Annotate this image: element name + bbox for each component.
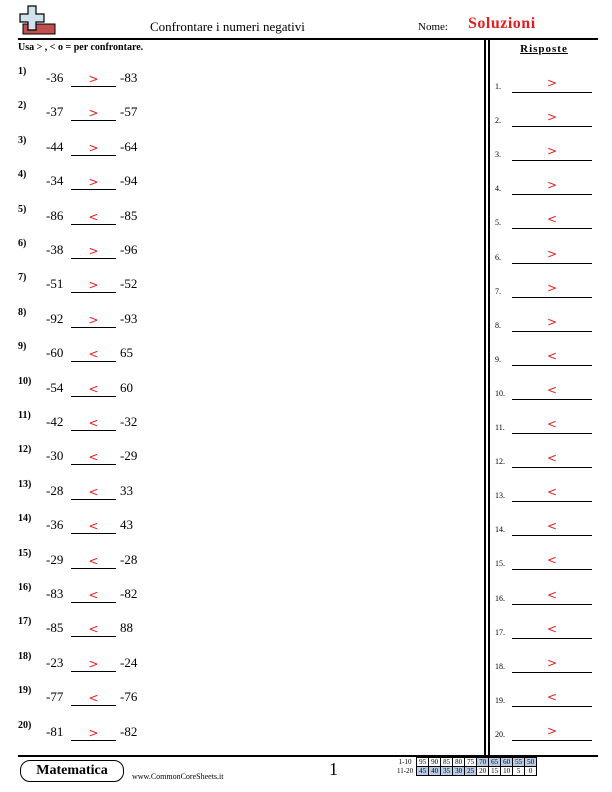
score-cell: 75 — [465, 758, 477, 767]
answer-number: 7. — [495, 286, 501, 296]
answer-number: 20. — [495, 729, 505, 739]
right-value: -29 — [120, 448, 138, 464]
question-number: 10) — [18, 375, 32, 387]
score-cell: 85 — [441, 758, 453, 767]
answer-line[interactable]: > — [512, 656, 592, 673]
question-number: 6) — [18, 238, 27, 249]
answer-line[interactable]: < — [512, 519, 592, 536]
left-value: -30 — [46, 448, 64, 464]
right-value: -52 — [120, 276, 138, 292]
question-number: 8) — [18, 306, 27, 318]
answer-blank[interactable]: < — [71, 210, 116, 225]
answer-number: 18. — [495, 661, 505, 671]
left-value: -92 — [46, 310, 64, 326]
score-cell: 15 — [489, 767, 501, 776]
answer-blank[interactable]: < — [71, 588, 116, 603]
answer-blank[interactable]: > — [71, 726, 116, 741]
question-number: 20) — [18, 719, 32, 731]
question-number: 11) — [18, 410, 31, 421]
brand-badge: Matematica — [20, 760, 124, 782]
score-row-label: 1-10 — [398, 758, 412, 766]
question-number: 13) — [18, 478, 32, 490]
answer-blank[interactable]: > — [71, 141, 116, 156]
answer-blank[interactable]: < — [71, 519, 116, 534]
answer-number: 8. — [495, 320, 501, 330]
left-value: -28 — [46, 482, 64, 498]
right-value: -96 — [120, 242, 138, 257]
left-value: -54 — [46, 379, 64, 395]
answer-blank[interactable]: < — [71, 622, 116, 637]
right-value: -94 — [120, 173, 138, 189]
answer-number: 12. — [495, 457, 505, 467]
left-value: -83 — [46, 586, 64, 601]
left-value: -44 — [46, 138, 64, 154]
answer-blank[interactable]: > — [71, 278, 116, 293]
right-value: 33 — [120, 482, 133, 498]
answers-title: Risposte — [520, 43, 568, 55]
left-value: -29 — [46, 551, 64, 567]
score-cell: 20 — [477, 767, 489, 776]
score-cell: 80 — [453, 758, 465, 767]
answer-blank[interactable]: < — [71, 382, 116, 397]
answer-blank[interactable]: < — [71, 485, 116, 500]
right-value: -24 — [120, 654, 138, 670]
answer-blank[interactable]: < — [71, 554, 116, 569]
answer-line[interactable]: > — [512, 247, 592, 264]
answer-blank[interactable]: > — [71, 175, 116, 190]
question-number: 14) — [18, 513, 32, 525]
answer-line[interactable]: < — [512, 690, 592, 707]
question-number: 19) — [18, 685, 32, 697]
score-cell: 90 — [429, 758, 441, 767]
answer-number: 17. — [495, 627, 505, 637]
name-value: Soluzioni — [468, 15, 536, 32]
answer-line[interactable]: < — [512, 553, 592, 570]
left-value: -51 — [46, 276, 64, 292]
answer-line[interactable]: > — [512, 178, 592, 195]
answer-number: 2. — [495, 116, 501, 126]
left-value: -81 — [46, 723, 64, 739]
right-value: 60 — [120, 379, 133, 395]
header-divider — [18, 38, 598, 40]
left-value: -34 — [46, 173, 64, 189]
answer-line[interactable]: < — [512, 383, 592, 400]
page-title: Confrontare i numeri negativi — [150, 19, 305, 34]
right-value: -82 — [120, 586, 138, 601]
question-number: 1) — [18, 66, 27, 77]
right-value: -57 — [120, 104, 138, 120]
left-value: -36 — [46, 70, 64, 85]
score-cell: 95 — [417, 758, 429, 767]
answer-blank[interactable]: > — [71, 657, 116, 672]
right-value: -93 — [120, 310, 138, 326]
answer-line[interactable]: > — [512, 724, 592, 741]
right-value: -76 — [120, 689, 138, 705]
answer-number: 11. — [495, 423, 505, 432]
answer-number: 5. — [495, 218, 501, 228]
left-value: -85 — [46, 620, 64, 636]
right-value: -64 — [120, 138, 138, 154]
right-value: 43 — [120, 517, 133, 533]
answer-number: 9. — [495, 354, 501, 364]
score-cell: 0 — [525, 767, 537, 776]
question-number: 17) — [18, 616, 32, 628]
left-value: -42 — [46, 414, 64, 429]
right-value: 65 — [120, 345, 133, 361]
score-cell: 50 — [525, 758, 537, 767]
score-cell: 55 — [513, 758, 525, 767]
answer-number: 16. — [495, 593, 505, 603]
score-cell: 40 — [429, 767, 441, 776]
left-value: -23 — [46, 654, 64, 670]
answer-number: 14. — [495, 525, 505, 535]
score-cell: 25 — [465, 767, 477, 776]
answer-number: 1. — [495, 82, 501, 91]
right-value: -83 — [120, 70, 138, 85]
answer-line[interactable]: < — [512, 451, 592, 468]
right-value: -85 — [120, 207, 138, 223]
answer-number: 4. — [495, 184, 501, 194]
answer-line[interactable]: > — [512, 315, 592, 332]
page-number: 1 — [329, 759, 338, 779]
answer-line[interactable]: < — [512, 417, 592, 434]
left-value: -77 — [46, 689, 64, 705]
answer-blank[interactable]: < — [71, 691, 116, 706]
score-row — [397, 758, 537, 767]
answer-line[interactable]: < — [512, 212, 592, 229]
right-value: 88 — [120, 620, 133, 636]
score-cell: 60 — [501, 758, 513, 767]
answer-number: 10. — [495, 388, 505, 398]
website-link: www.CommonCoreSheets.it — [132, 772, 224, 781]
answer-line[interactable]: < — [512, 588, 592, 605]
question-number: 2) — [18, 100, 27, 112]
answer-blank[interactable]: > — [71, 313, 116, 328]
left-value: -86 — [46, 207, 64, 223]
name-label: Nome: — [418, 21, 448, 33]
question-number: 4) — [18, 169, 27, 181]
question-number: 3) — [18, 134, 27, 146]
score-table — [397, 757, 537, 776]
answer-number: 19. — [495, 695, 505, 705]
column-divider-left — [484, 38, 486, 756]
left-value: -38 — [46, 242, 64, 257]
answer-number: 6. — [495, 252, 501, 262]
answer-line[interactable]: > — [512, 281, 592, 298]
score-cell: 30 — [453, 767, 465, 776]
answer-line[interactable]: > — [512, 76, 592, 93]
left-value: -60 — [46, 345, 64, 361]
answer-line[interactable]: < — [512, 485, 592, 502]
left-value: -36 — [46, 517, 64, 533]
answer-line[interactable]: > — [512, 110, 592, 127]
question-number: 7) — [18, 272, 27, 284]
answer-blank[interactable]: < — [71, 450, 116, 465]
question-number: 16) — [18, 582, 32, 593]
score-cell: 10 — [501, 767, 513, 776]
score-cell: 45 — [417, 767, 429, 776]
answer-number: 3. — [495, 150, 501, 160]
score-cell: 70 — [477, 758, 489, 767]
answer-blank[interactable]: > — [71, 106, 116, 121]
answer-blank[interactable]: > — [71, 244, 116, 259]
question-number: 15) — [18, 547, 32, 559]
answer-line[interactable]: < — [512, 622, 592, 639]
question-number: 5) — [18, 203, 27, 215]
answer-blank[interactable]: < — [71, 416, 116, 431]
plus-logo-icon — [18, 4, 58, 36]
answer-blank[interactable]: < — [71, 347, 116, 362]
instructions: Usa > , < o = per confrontare. — [18, 42, 144, 53]
question-number: 18) — [18, 650, 32, 662]
right-value: -28 — [120, 551, 138, 567]
answer-line[interactable]: < — [512, 349, 592, 366]
left-value: -37 — [46, 104, 64, 120]
right-value: -82 — [120, 723, 138, 739]
question-number: 9) — [18, 341, 27, 353]
score-cell: 5 — [513, 767, 525, 776]
answer-number: 15. — [495, 559, 505, 569]
answer-line[interactable]: > — [512, 144, 592, 161]
column-divider-right — [488, 38, 490, 756]
question-number: 12) — [18, 444, 32, 456]
answer-blank[interactable]: > — [71, 72, 116, 87]
score-cell: 35 — [441, 767, 453, 776]
answer-number: 13. — [495, 491, 505, 501]
score-cell: 65 — [489, 758, 501, 767]
right-value: -32 — [120, 414, 138, 429]
score-row — [397, 767, 537, 776]
score-row-label: 11-20 — [397, 767, 414, 775]
